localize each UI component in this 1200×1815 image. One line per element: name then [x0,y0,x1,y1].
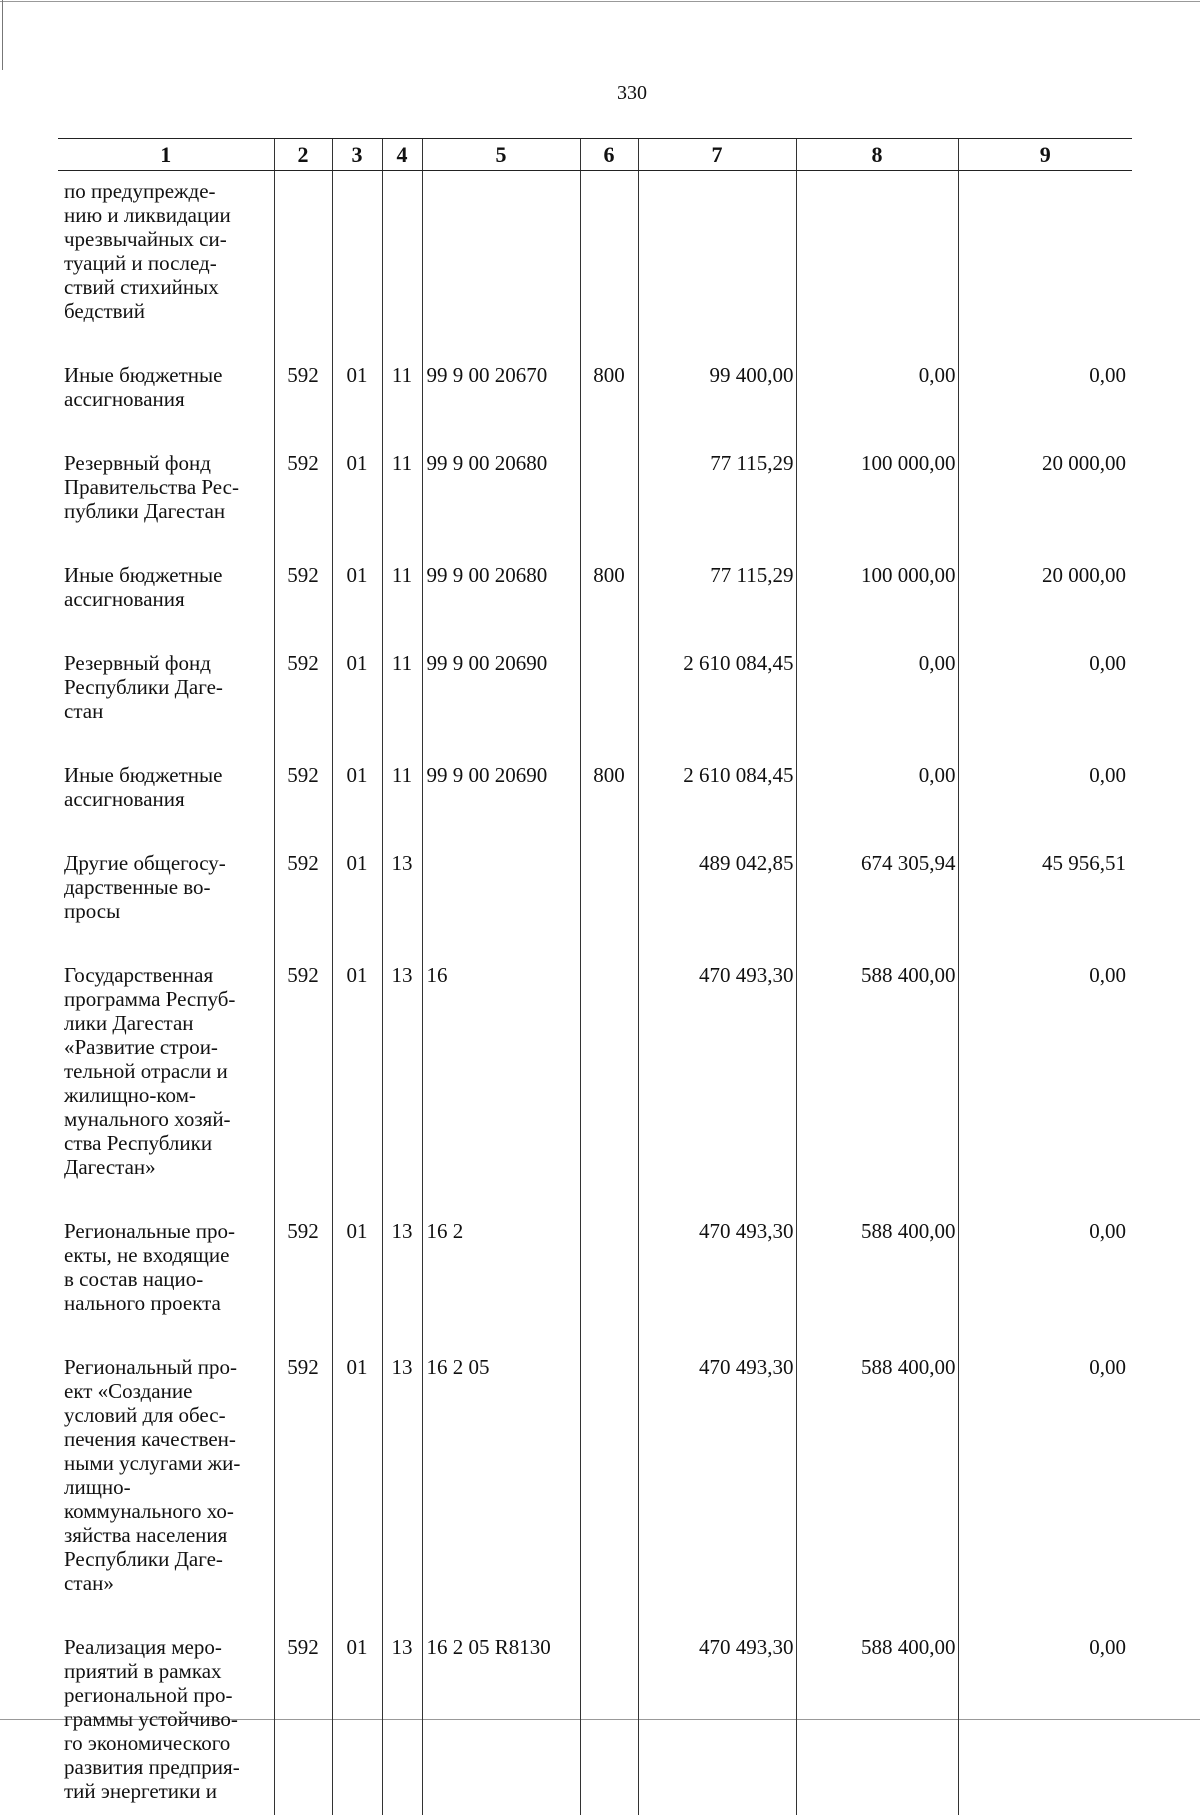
table-row [58,1631,1132,1815]
column-header: 2 [274,139,332,171]
cell-amount-col9: 0,00 [958,647,1132,759]
row-spacer [64,523,270,559]
cell-amount-col9 [958,171,1132,360]
cell-subsection: 13 [382,959,422,1215]
row-name-line: лищно- [64,1475,270,1499]
cell-expense-type [580,959,638,1215]
row-name-cell [58,1215,274,1351]
cell-amount-col7: 470 493,30 [638,1631,796,1815]
row-name-cell [58,559,274,647]
cell-subsection: 11 [382,447,422,559]
table-row [58,171,1132,360]
cell-target-article: 16 2 05 R8130 [422,1631,580,1815]
row-name-line: чрезвычайных си- [64,227,270,251]
table-row [58,647,1132,759]
row-name-line: тельной отрасли и [64,1059,270,1083]
cell-section: 01 [332,1215,382,1351]
row-name-line: Реализация меро- [64,1635,270,1659]
cell-subsection: 11 [382,647,422,759]
cell-target-article: 99 9 00 20690 [422,759,580,847]
row-name-line: региональной про- [64,1683,270,1707]
row-name-line: мунального хозяй- [64,1107,270,1131]
cell-admin-code: 592 [274,559,332,647]
row-name-line: Государственная [64,963,270,987]
cell-expense-type [580,447,638,559]
column-header: 5 [422,139,580,171]
cell-amount-col8: 588 400,00 [796,959,958,1215]
cell-target-article: 99 9 00 20680 [422,559,580,647]
row-spacer [64,323,270,359]
cell-amount-col9: 0,00 [958,959,1132,1215]
row-name-line: Резервный фонд [64,451,270,475]
cell-amount-col7: 470 493,30 [638,959,796,1215]
cell-section: 01 [332,959,382,1215]
cell-expense-type [580,171,638,360]
row-name-line: зяйства населения [64,1523,270,1547]
row-spacer [64,1179,270,1215]
row-spacer [64,611,270,647]
row-name-line: программа Респуб- [64,987,270,1011]
row-name-line: условий для обес- [64,1403,270,1427]
page-number: 330 [0,82,1200,105]
cell-amount-col7: 77 115,29 [638,559,796,647]
cell-section: 01 [332,447,382,559]
row-name-line: го экономического [64,1731,270,1755]
cell-target-article: 16 2 05 [422,1351,580,1631]
cell-amount-col9: 45 956,51 [958,847,1132,959]
cell-admin-code: 592 [274,359,332,447]
cell-section: 01 [332,647,382,759]
cell-admin-code: 592 [274,1631,332,1815]
cell-admin-code: 592 [274,647,332,759]
row-name-cell [58,759,274,847]
cell-expense-type: 800 [580,359,638,447]
row-name-line: стан» [64,1571,270,1595]
cell-amount-col8: 588 400,00 [796,1351,958,1631]
cell-subsection: 13 [382,1631,422,1815]
cell-amount-col8: 674 305,94 [796,847,958,959]
row-name-line: ассигнования [64,787,270,811]
row-name-line: Республики Даге- [64,675,270,699]
cell-section: 01 [332,847,382,959]
scan-edge-top [0,1,1200,2]
row-name-line: екты, не входящие [64,1243,270,1267]
cell-expense-type [580,647,638,759]
row-name-line: ассигнования [64,387,270,411]
cell-amount-col7: 489 042,85 [638,847,796,959]
row-name-line: ными услугами жи- [64,1451,270,1475]
row-spacer [64,811,270,847]
row-spacer [64,1595,270,1631]
row-spacer [64,923,270,959]
row-name-line: нию и ликвидации [64,203,270,227]
row-name-line: дарственные во- [64,875,270,899]
cell-target-article: 16 2 [422,1215,580,1351]
row-name-line: стан [64,699,270,723]
row-spacer [64,1315,270,1351]
cell-expense-type [580,1631,638,1815]
cell-admin-code: 592 [274,847,332,959]
cell-admin-code: 592 [274,1215,332,1351]
row-name-line: нального проекта [64,1291,270,1315]
cell-amount-col9: 0,00 [958,1631,1132,1815]
column-header: 6 [580,139,638,171]
cell-expense-type [580,847,638,959]
cell-admin-code: 592 [274,959,332,1215]
table-row [58,447,1132,559]
row-name-cell [58,1351,274,1631]
cell-target-article: 99 9 00 20670 [422,359,580,447]
cell-amount-col7: 470 493,30 [638,1351,796,1631]
row-name-line: Иные бюджетные [64,763,270,787]
row-name-line: публики Дагестан [64,499,270,523]
row-name-line: «Развитие строи- [64,1035,270,1059]
cell-expense-type: 800 [580,759,638,847]
row-name-line: граммы устойчиво- [64,1707,270,1731]
cell-amount-col9: 0,00 [958,1215,1132,1351]
row-name-line: коммунального хо- [64,1499,270,1523]
cell-amount-col9: 0,00 [958,1351,1132,1631]
row-spacer [64,411,270,447]
table-row [58,847,1132,959]
cell-admin-code [274,171,332,360]
row-name-cell [58,359,274,447]
cell-amount-col9: 20 000,00 [958,447,1132,559]
row-name-line: просы [64,899,270,923]
cell-section: 01 [332,759,382,847]
row-name-cell [58,447,274,559]
cell-amount-col8: 0,00 [796,759,958,847]
row-name-cell [58,959,274,1215]
cell-subsection: 13 [382,1215,422,1351]
cell-amount-col7 [638,171,796,360]
row-name-line: бедствий [64,299,270,323]
row-name-line: лики Дагестан [64,1011,270,1035]
row-name-line: ствий стихийных [64,275,270,299]
cell-target-article: 99 9 00 20680 [422,447,580,559]
table-header-row [58,139,1132,171]
cell-amount-col8: 588 400,00 [796,1215,958,1351]
row-name-line: тий энергетики и [64,1779,270,1803]
row-name-cell [58,847,274,959]
row-name-line: Правительства Рес- [64,475,270,499]
column-header: 4 [382,139,422,171]
cell-amount-col7: 2 610 084,45 [638,759,796,847]
cell-amount-col8: 100 000,00 [796,559,958,647]
cell-admin-code: 592 [274,1351,332,1631]
cell-target-article: 16 [422,959,580,1215]
budget-table [58,138,1132,1815]
row-name-line: Другие общегосу- [64,851,270,875]
table-body [58,171,1132,1815]
table-row [58,959,1132,1215]
row-name-line: в состав нацио- [64,1267,270,1291]
cell-amount-col7: 99 400,00 [638,359,796,447]
cell-amount-col7: 77 115,29 [638,447,796,559]
row-name-line: ект «Создание [64,1379,270,1403]
cell-amount-col8: 100 000,00 [796,447,958,559]
cell-subsection: 11 [382,359,422,447]
cell-subsection: 11 [382,559,422,647]
scan-edge-left [2,0,3,70]
table-row [58,559,1132,647]
cell-amount-col9: 0,00 [958,759,1132,847]
row-name-line: развития предприя- [64,1755,270,1779]
cell-amount-col8: 0,00 [796,647,958,759]
column-header: 1 [58,139,274,171]
cell-amount-col8 [796,171,958,360]
cell-target-article [422,847,580,959]
cell-section [332,171,382,360]
row-name-line: по предупрежде- [64,179,270,203]
cell-amount-col9: 0,00 [958,359,1132,447]
column-header: 3 [332,139,382,171]
cell-subsection: 11 [382,759,422,847]
row-name-cell [58,1631,274,1815]
cell-subsection: 13 [382,1351,422,1631]
row-name-line: жилищно-ком- [64,1083,270,1107]
cell-target-article: 99 9 00 20690 [422,647,580,759]
cell-amount-col8: 0,00 [796,359,958,447]
table-row [58,1351,1132,1631]
cell-expense-type [580,1351,638,1631]
cell-section: 01 [332,1631,382,1815]
row-spacer [64,723,270,759]
row-name-cell [58,171,274,360]
cell-expense-type: 800 [580,559,638,647]
row-name-line: туаций и послед- [64,251,270,275]
cell-section: 01 [332,359,382,447]
cell-section: 01 [332,1351,382,1631]
cell-amount-col7: 470 493,30 [638,1215,796,1351]
row-name-line: печения качествен- [64,1427,270,1451]
cell-amount-col8: 588 400,00 [796,1631,958,1815]
column-header: 7 [638,139,796,171]
row-name-line: Республики Даге- [64,1547,270,1571]
table-row [58,1215,1132,1351]
cell-admin-code: 592 [274,447,332,559]
row-name-line: ства Республики [64,1131,270,1155]
row-name-cell [58,647,274,759]
cell-amount-col9: 20 000,00 [958,559,1132,647]
row-name-line: Региональные про- [64,1219,270,1243]
row-name-line: Иные бюджетные [64,363,270,387]
cell-subsection [382,171,422,360]
row-name-line: ассигнования [64,587,270,611]
cell-expense-type [580,1215,638,1351]
cell-subsection: 13 [382,847,422,959]
cell-section: 01 [332,559,382,647]
cell-target-article [422,171,580,360]
cell-admin-code: 592 [274,759,332,847]
row-name-line: Дагестан» [64,1155,270,1179]
table-row [58,759,1132,847]
row-name-line: Иные бюджетные [64,563,270,587]
row-name-line: Региональный про- [64,1355,270,1379]
row-name-line: Резервный фонд [64,651,270,675]
table-row [58,359,1132,447]
column-header: 9 [958,139,1132,171]
cell-amount-col7: 2 610 084,45 [638,647,796,759]
row-name-line: приятий в рамках [64,1659,270,1683]
column-header: 8 [796,139,958,171]
